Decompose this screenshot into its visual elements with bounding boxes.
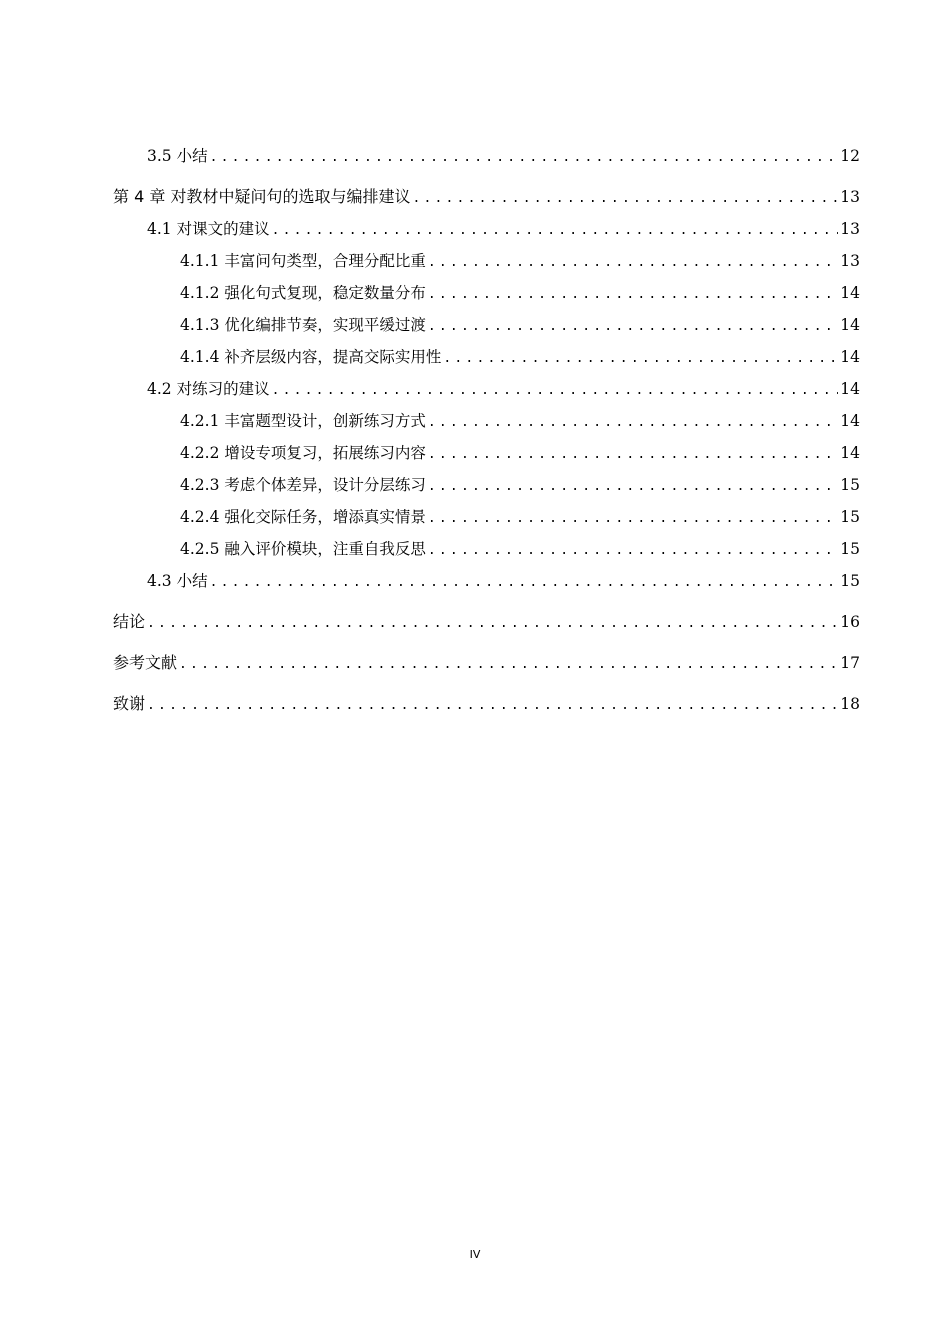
toc-dot-leader — [428, 247, 838, 279]
toc-dot-leader — [179, 649, 838, 681]
toc-dot-leader — [147, 608, 838, 640]
toc-entry-3-5[interactable] — [113, 140, 860, 172]
toc-entry-4-1-4[interactable] — [113, 341, 860, 373]
toc-entry-title: 4.2.1 丰富题型设计，创新练习方式 — [180, 412, 426, 430]
toc-entry-4-1[interactable] — [113, 213, 860, 245]
toc-entry-title: 4.1.2 强化句式复现，稳定数量分布 — [180, 284, 426, 302]
toc-entry-title: 3.5 小结 — [147, 147, 208, 165]
toc-entry-page: 15 — [840, 572, 860, 590]
toc-entry-references[interactable] — [113, 647, 860, 679]
page-number: IV — [469, 1248, 481, 1261]
toc-entry-page: 12 — [840, 147, 860, 165]
toc-dot-leader — [428, 407, 838, 439]
toc-dot-leader — [210, 567, 839, 599]
toc-entry-page: 13 — [840, 188, 860, 206]
toc-dot-leader — [428, 503, 838, 535]
toc-entry-title: 4.2.4 强化交际任务，增添真实情景 — [180, 508, 426, 526]
toc-entry-page: 16 — [840, 613, 860, 631]
toc-dot-leader — [428, 279, 838, 311]
toc-entry-title: 4.2 对练习的建议 — [147, 380, 270, 398]
toc-entry-chapter-4[interactable] — [113, 181, 860, 213]
toc-entry-title: 结论 — [113, 612, 146, 631]
toc-entry-page: 15 — [840, 540, 860, 558]
toc-entry-4-1-1[interactable] — [113, 245, 860, 277]
toc-dot-leader — [210, 142, 839, 174]
toc-dot-leader — [412, 183, 838, 215]
toc-entry-title: 4.2.2 增设专项复习，拓展练习内容 — [180, 444, 426, 462]
toc-entry-page: 15 — [840, 508, 860, 526]
toc-entry-page: 18 — [840, 695, 860, 713]
toc-entry-4-1-2[interactable] — [113, 277, 860, 309]
toc-entry-title: 4.1.3 优化编排节奏，实现平缓过渡 — [180, 316, 426, 334]
toc-entry-page: 14 — [840, 444, 860, 462]
toc-entry-page: 13 — [840, 252, 860, 270]
table-of-contents — [113, 140, 860, 720]
toc-entry-4-2-3[interactable] — [113, 469, 860, 501]
toc-entry-4-3[interactable] — [113, 565, 860, 597]
toc-entry-page: 14 — [840, 316, 860, 334]
toc-dot-leader — [428, 311, 838, 343]
toc-entry-4-2-4[interactable] — [113, 501, 860, 533]
toc-entry-title: 4.1.4 补齐层级内容，提高交际实用性 — [180, 348, 442, 366]
toc-entry-title: 4.1 对课文的建议 — [147, 220, 270, 238]
toc-entry-acknowledgements[interactable] — [113, 688, 860, 720]
toc-dot-leader — [147, 690, 838, 722]
toc-dot-leader — [428, 471, 838, 503]
toc-entry-page: 17 — [840, 654, 860, 672]
toc-entry-title: 4.3 小结 — [147, 572, 208, 590]
toc-dot-leader — [272, 215, 839, 247]
toc-entry-4-2-2[interactable] — [113, 437, 860, 469]
toc-entry-page: 14 — [840, 380, 860, 398]
toc-entry-page: 14 — [840, 412, 860, 430]
toc-entry-title: 4.2.3 考虑个体差异，设计分层练习 — [180, 476, 426, 494]
toc-entry-page: 13 — [840, 220, 860, 238]
toc-entry-page: 15 — [840, 476, 860, 494]
toc-entry-title: 4.2.5 融入评价模块，注重自我反思 — [180, 540, 426, 558]
toc-entry-title: 参考文献 — [113, 653, 178, 672]
toc-dot-leader — [443, 343, 838, 375]
toc-entry-title: 4.1.1 丰富问句类型，合理分配比重 — [180, 252, 426, 270]
toc-entry-page: 14 — [840, 284, 860, 302]
toc-entry-title: 致谢 — [113, 694, 146, 713]
toc-entry-4-1-3[interactable] — [113, 309, 860, 341]
toc-entry-4-2-5[interactable] — [113, 533, 860, 565]
toc-dot-leader — [272, 375, 839, 407]
toc-entry-conclusion[interactable] — [113, 606, 860, 638]
toc-entry-4-2-1[interactable] — [113, 405, 860, 437]
toc-dot-leader — [428, 535, 838, 567]
toc-entry-page: 14 — [840, 348, 860, 366]
toc-entry-4-2[interactable] — [113, 373, 860, 405]
toc-entry-title: 第 4 章 对教材中疑问句的选取与编排建议 — [113, 187, 411, 206]
toc-dot-leader — [428, 439, 838, 471]
